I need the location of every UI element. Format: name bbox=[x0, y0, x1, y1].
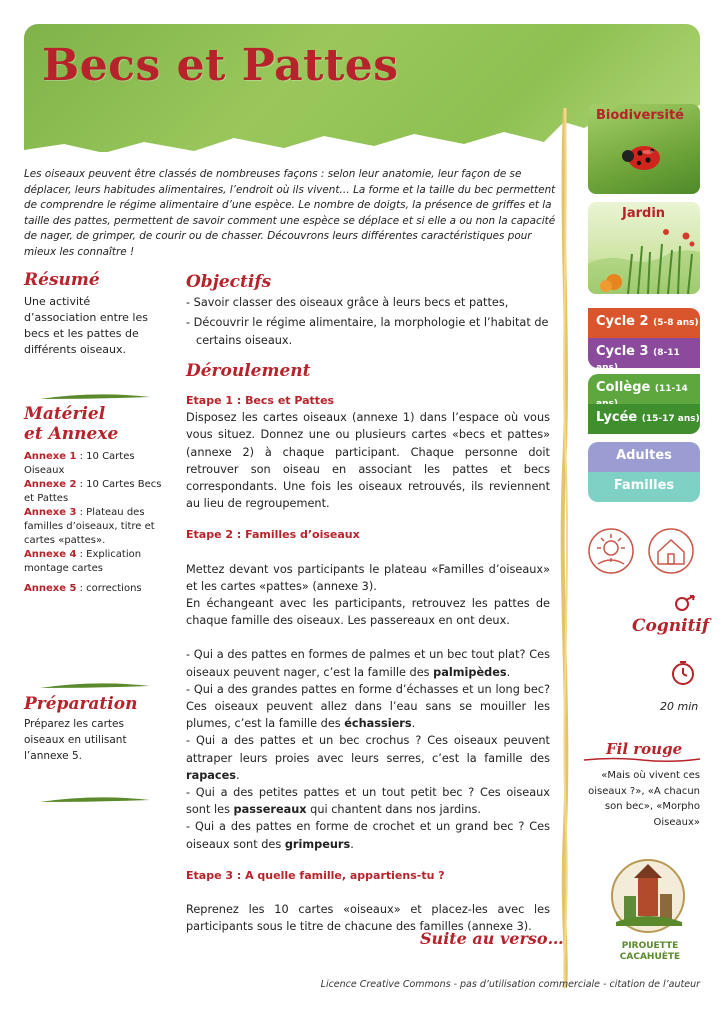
question-text: - Qui a des petites pattes et un tout petit bec ? Ces oiseaux sont les bbox=[186, 786, 550, 817]
vine-divider bbox=[558, 108, 572, 988]
annex-label: Annexe 1 bbox=[24, 451, 77, 462]
grass-divider bbox=[40, 393, 150, 401]
timer-icon bbox=[670, 660, 696, 686]
audience-label: Cycle 3 bbox=[596, 344, 649, 359]
license-footer: Licence Creative Commons - pas d’utilisation commerciale - citation de l’auteur bbox=[320, 979, 700, 990]
question-text: - Qui a des pattes en formes de palmes et un bec tout plat? Ces oiseaux peuvent nager, c’est la famille des bbox=[186, 648, 550, 679]
left-column bbox=[24, 270, 164, 358]
audience-level bbox=[588, 374, 700, 404]
question-echassiers bbox=[186, 681, 550, 733]
duration-label: 20 min bbox=[660, 700, 699, 713]
audience-label: Familles bbox=[613, 478, 675, 493]
annex-text: : Plateau des familles d’oiseaux, titre et cartes «pattes». bbox=[24, 507, 155, 546]
family-name: rapaces bbox=[186, 768, 236, 782]
annex-item bbox=[24, 450, 164, 478]
family-name: grimpeurs bbox=[284, 837, 351, 851]
question-end: . bbox=[411, 717, 416, 731]
materiel-heading-line2: et Annexe bbox=[24, 424, 119, 444]
annex-item bbox=[24, 582, 164, 596]
audience-age: (8-11 ans) bbox=[596, 348, 680, 373]
house-icon bbox=[646, 526, 696, 576]
annex-item bbox=[24, 548, 164, 576]
annex-list bbox=[24, 450, 164, 596]
audience-level bbox=[588, 442, 700, 472]
step1-title: Etape 1 : Becs et Pattes bbox=[186, 394, 335, 408]
fil-rouge-text: «Mais où vivent ces oiseaux ?», «A chacun son bec», «Morpho Oiseaux» bbox=[588, 770, 700, 828]
ladybug-icon bbox=[618, 138, 668, 174]
audience-level bbox=[588, 404, 700, 434]
logo-text-line2: CACAHUÈTE bbox=[619, 952, 681, 962]
theme-tile-biodiversite bbox=[588, 104, 700, 194]
cognitive-icon bbox=[674, 594, 696, 612]
annex-label: Annexe 5 bbox=[24, 583, 77, 594]
audience-label: Cycle 2 bbox=[596, 314, 649, 329]
page-title: Becs et Pattes bbox=[42, 40, 399, 91]
tile-label: Jardin bbox=[622, 206, 666, 221]
deroulement-heading: Déroulement bbox=[186, 360, 311, 381]
step2-title: Etape 2 : Familles d’oiseaux bbox=[186, 528, 360, 542]
audience-age: (15-17 ans) bbox=[641, 414, 700, 424]
audience-label: Adultes bbox=[616, 448, 672, 463]
step3-title: Etape 3 : A quelle famille, appartiens-tu ? bbox=[186, 868, 445, 882]
question-end: . bbox=[506, 665, 511, 679]
tile-label: Biodiversité bbox=[596, 108, 684, 123]
annex-label: Annexe 4 bbox=[24, 549, 77, 560]
question-grimpeurs bbox=[186, 818, 550, 852]
audience-label: Collège bbox=[596, 380, 651, 395]
annex-item bbox=[24, 478, 164, 506]
grass-divider bbox=[40, 682, 150, 690]
grass-divider bbox=[40, 796, 150, 804]
preparation-section bbox=[24, 694, 164, 764]
step3-text: Reprenez les 10 cartes «oiseaux» et placez-les avec les participants sous le titre de chacune des familles (annexe 3). bbox=[186, 903, 550, 934]
fil-rouge-underline bbox=[584, 757, 700, 763]
audience-level bbox=[588, 472, 700, 502]
question-end: . bbox=[350, 837, 354, 851]
step2-text1: Mettez devant vos participants le plateau «Familles d’oiseaux» et les cartes «pattes» (annexe 3). bbox=[186, 562, 550, 593]
question-passereaux bbox=[186, 784, 550, 818]
fil-rouge-heading: Fil rouge bbox=[606, 740, 683, 758]
annex-label: Annexe 3 bbox=[24, 507, 77, 518]
question-text: - Qui a des pattes en forme de crochet et un grand bec ? Ces oiseaux sont des bbox=[186, 820, 550, 851]
audience-level bbox=[588, 338, 700, 373]
step1-text: Disposez les cartes oiseaux (annexe 1) dans l’espace où vous vous situez. Donnez une ou plusieurs cartes «becs et pattes» (annexe 2) à chaque participant. Chaque personne doit retrouver son oiseau en associant les pattes et becs correspondants. Une fois les oiseaux retrouvés, ils reviennent au lieu de regroupement. bbox=[186, 411, 550, 511]
annex-label: Annexe 2 bbox=[24, 479, 77, 490]
intro-paragraph: Les oiseaux peuvent être classés de nombreuses façons : selon leur anatomie, leur façon de se déplacer, leurs habitudes alimentaires, l’endroit où ils vivent… La forme et la taille du bec permettent de comprendre le régime alimentaire d’une espèce. Le nombre de doigts, la présence de griffes et la taille des pattes, permettent de savoir comment une espèce se déplace et si elle a ou non la capacité de nager, de grimper, de courir ou de chasser. Découvrons leurs différentes caractéristiques pour mieux les connaître ! bbox=[24, 168, 556, 258]
annex-text: : Explication montage cartes bbox=[24, 549, 142, 574]
question-text: - Qui a des pattes et un bec crochus ? Ces oiseaux peuvent attraper leurs proies avec leurs serres, c’est la famille des bbox=[186, 734, 550, 765]
resume-text: Une activité d’association entre les becs et les pattes de différents oiseaux. bbox=[24, 295, 148, 356]
resume-heading: Résumé bbox=[24, 270, 100, 290]
family-name: échassiers bbox=[344, 717, 412, 731]
objectif-item: - Savoir classer des oiseaux grâce à leurs becs et pattes, bbox=[186, 296, 509, 310]
annex-text: : 10 Cartes Becs et Pattes bbox=[24, 479, 162, 504]
question-palmipedes bbox=[186, 646, 550, 680]
question-text: - Qui a des grandes pattes en forme d’échasses et un long bec? Ces oiseaux peuvent allez dans l’eau sans se mouiller les plumes, c’est la famille des bbox=[186, 682, 550, 731]
annex-item bbox=[24, 506, 164, 548]
objectifs-heading: Objectifs bbox=[186, 272, 272, 292]
logo-text-line1: PIROUETTE bbox=[621, 941, 679, 951]
suite-au-verso: Suite au verso… bbox=[420, 929, 564, 948]
audience-age: (5-8 ans) bbox=[653, 318, 699, 328]
annex-text: : 10 Cartes Oiseaux bbox=[24, 451, 135, 476]
preparation-text: Préparez les cartes oiseaux en utilisant l’annexe 5. bbox=[24, 718, 127, 762]
audience-age: (11-14 bbox=[654, 384, 688, 394]
garden-icon bbox=[588, 224, 700, 294]
cognitif-label: Cognitif bbox=[632, 616, 710, 636]
audience-level bbox=[588, 308, 700, 338]
audience-label: Lycée bbox=[596, 410, 638, 425]
preparation-heading: Préparation bbox=[24, 694, 138, 714]
materiel-heading-line1: Matériel bbox=[24, 404, 106, 424]
question-end: . bbox=[236, 768, 240, 782]
main-column bbox=[186, 274, 550, 936]
sun-hand-icon bbox=[586, 526, 636, 576]
objectif-item: - Découvrir le régime alimentaire, la morphologie et l’habitat de certains oiseaux. bbox=[186, 316, 549, 347]
pirouette-cacahuete-logo bbox=[608, 856, 690, 948]
annex-text: : corrections bbox=[76, 583, 142, 594]
family-name: passereaux bbox=[233, 803, 307, 817]
family-name: palmipèdes bbox=[433, 665, 507, 679]
question-end: qui chantent dans nos jardins. bbox=[306, 803, 481, 817]
theme-tile-jardin bbox=[588, 202, 700, 294]
materiel-section bbox=[24, 404, 164, 596]
step2-text2: En échangeant avec les participants, retrouvez les pattes de chaque famille des oiseaux. Les passereaux en ont deux. bbox=[186, 597, 550, 628]
question-rapaces bbox=[186, 732, 550, 784]
